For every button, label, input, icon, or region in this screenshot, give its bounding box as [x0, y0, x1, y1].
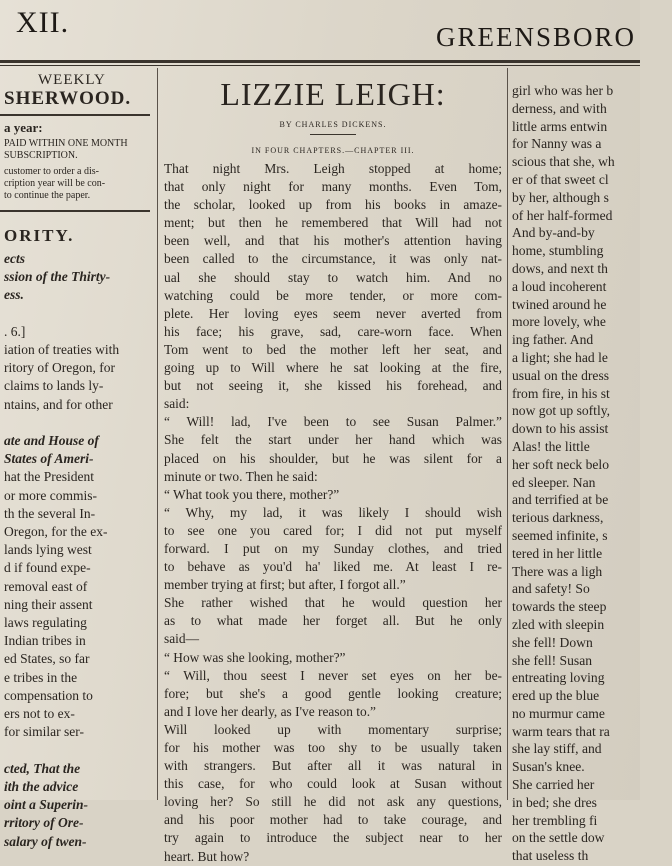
story-line: “ Will! lad, I've been to see Susan Palmer.” — [164, 414, 502, 430]
text-line: States of Ameri- — [4, 451, 94, 467]
story-line: She felt the start under her hand which was — [164, 432, 502, 448]
text-line: of her half-formed — [512, 207, 613, 223]
story-line: his face; his grave, sad, care-worn face. When — [164, 323, 502, 339]
text-line — [4, 741, 154, 759]
text-line: removal east of — [4, 578, 88, 594]
text-line: her trembling fi — [512, 812, 598, 828]
story-line: that only night for many months. Even Tom, — [164, 179, 502, 195]
text-line: e tribes in the — [4, 669, 78, 685]
story-line: with strangers. But after all it was natural in — [164, 758, 502, 774]
text-line: ects — [4, 251, 25, 266]
text-line: There was a ligh — [512, 563, 603, 579]
text-line: on the settle dow — [512, 830, 605, 846]
text-line: iation of treaties with — [4, 342, 120, 358]
text-line: cted, That the — [4, 760, 81, 776]
text-line: hat the President — [4, 469, 94, 485]
story-line: loving her? So still he did not ask any questions, — [164, 794, 502, 810]
story-line: “ Why, my lad, it was likely I should wish — [164, 504, 502, 520]
text-line: scious that she, wh — [512, 154, 615, 170]
text-line: more lovely, whe — [512, 314, 606, 330]
text-line: twined around he — [512, 296, 607, 312]
story-line: ual she should stay to watch him. And no — [164, 269, 502, 285]
terms-line: customer to order a dis- — [4, 166, 99, 177]
text-line: ing father. And — [512, 332, 594, 348]
text-line: entreating loving — [512, 670, 605, 686]
story-line: fore; but she's a good gentle looking creature; — [164, 685, 502, 701]
story-line: said— — [164, 631, 199, 647]
text-line: ssion of the Thirty- — [4, 269, 111, 285]
text-line: oint a Superin- — [4, 797, 89, 813]
publisher-name: SHERWOOD. — [4, 88, 132, 109]
text-line: little arms entwin — [512, 118, 608, 134]
section-heading: ORITY. — [4, 226, 75, 245]
story-line: “ What took you there, mother?” — [164, 486, 340, 502]
text-line: that useless th — [512, 848, 589, 864]
chapter-heading: IN FOUR CHAPTERS.—CHAPTER III. — [251, 146, 415, 155]
column-divider-left — [157, 68, 158, 800]
story-line: and his poor mother had to take courage, and — [164, 812, 502, 828]
text-line: salary of twen- — [4, 833, 87, 849]
story-line: said: — [164, 396, 190, 412]
text-line: tered in her little — [512, 545, 603, 561]
text-line: for Nanny was a — [512, 136, 602, 152]
story-line: Tom went to bed the mother left her seat, and — [164, 341, 502, 357]
text-line: ed sleeper. Nan — [512, 474, 596, 490]
text-line: she fell! Susan — [512, 652, 593, 668]
text-line: . 6.] — [4, 323, 26, 339]
text-line: she lay stiff, and — [512, 741, 602, 757]
story-line: but not seeing it, she kissed his forehead, and — [164, 378, 502, 394]
story-line: plete. Her loving eyes seem never averted from — [164, 305, 502, 321]
story-line: ment; but then he remembered that Will had not — [164, 215, 502, 231]
text-line: Alas! the little — [512, 438, 590, 454]
story-line: Will looked up with momentary surprise; — [164, 721, 502, 737]
left-text-block — [4, 250, 154, 851]
volume-number: XII. — [16, 6, 70, 39]
text-line: usual on the dress — [512, 367, 610, 383]
terms-heading: a year: — [4, 120, 43, 135]
story-line: “ Will, thou seest I never set eyes on her be- — [164, 667, 502, 683]
story-line: placed on his shoulder, but he was silent for a — [164, 450, 502, 466]
text-line: home, stumbling — [512, 243, 604, 259]
text-line: ered up the blue — [512, 688, 600, 704]
story-title: LIZZIE LEIGH: — [220, 76, 446, 112]
text-line: and terrified at be — [512, 492, 609, 508]
text-line: rritory of Ore- — [4, 815, 84, 831]
text-line: seemed infinite, s — [512, 527, 608, 543]
text-line: now got up softly, — [512, 403, 611, 419]
text-line: ed States, so far — [4, 651, 90, 667]
terms-line: to continue the paper. — [4, 190, 91, 201]
text-line: laws regulating — [4, 615, 87, 631]
text-line: and safety! So — [512, 581, 590, 597]
story-line: and I love her dearly, as I've reason to.” — [164, 703, 376, 719]
masthead-rule — [0, 60, 640, 63]
text-line: ers not to ex- — [4, 706, 75, 722]
text-line: She carried her — [512, 777, 595, 793]
story-line: watching could be more tender, or more com- — [164, 287, 502, 303]
story-byline: BY CHARLES DICKENS. — [279, 120, 387, 129]
text-line — [4, 305, 154, 323]
text-line: terious darkness, — [512, 510, 604, 526]
text-line: girl who was her b — [512, 83, 614, 98]
right-column — [510, 68, 640, 864]
story-line: for his mother was too shy to be usually taken — [164, 740, 502, 755]
story-line: to see one you cared for; I did not put myself — [164, 522, 502, 538]
text-line: for similar ser- — [4, 724, 84, 740]
story-line: “ How was she looking, mother?” — [164, 649, 346, 665]
terms-line: PAID WITHIN ONE MONTH — [4, 138, 128, 149]
text-line: ntains, and for other — [4, 396, 113, 412]
text-line: dows, and next th — [512, 260, 608, 276]
text-line: Indian tribes in — [4, 633, 86, 649]
text-line: lands lying west — [4, 542, 92, 558]
story-line: That night Mrs. Leigh stopped at home; — [164, 161, 502, 176]
text-line: compensation to — [4, 687, 93, 703]
text-line: ritory of Oregon, for — [4, 360, 115, 376]
story-body — [164, 160, 502, 866]
text-line: her soft neck belo — [512, 456, 610, 472]
text-line: no murmur came — [512, 705, 605, 721]
story-line: member trying at first; but after, I forgot all.” — [164, 577, 406, 593]
text-line: down to his assist — [512, 421, 609, 437]
story-line: heart. But how? — [164, 848, 250, 864]
text-line — [4, 414, 154, 432]
text-line: she fell! Down — [512, 634, 593, 650]
text-line: Susan's knee. — [512, 759, 585, 775]
story-line: this case, for who could look at Susan without — [164, 776, 502, 792]
story-line: minute or two. Then he said: — [164, 468, 318, 484]
text-line: claims to lands ly- — [4, 378, 104, 394]
text-line: And by-and-by — [512, 225, 595, 241]
column-divider-right — [507, 68, 508, 800]
text-line: th the several In- — [4, 505, 96, 521]
right-text-block — [512, 82, 672, 865]
story-line: to behave as you'd ha' liked me. At least I re- — [164, 559, 502, 575]
story-line: the scholar, looked up from his books in amaze- — [164, 197, 502, 213]
text-line: d if found expe- — [4, 560, 91, 576]
text-line: ess. — [4, 287, 24, 303]
newspaper-name: GREENSBORO — [436, 22, 637, 52]
text-line: er of that sweet cl — [512, 171, 609, 187]
story-line: try again to introduce the subject near to her — [164, 830, 502, 846]
text-line: ning their assent — [4, 596, 93, 612]
text-line: warm tears that ra — [512, 723, 610, 739]
text-line: ith the advice — [4, 778, 79, 794]
story-line: going up to Will where he sat looking at the fire, — [164, 360, 502, 376]
text-line: a light; she had le — [512, 349, 608, 365]
text-line: from fire, in his st — [512, 385, 610, 401]
story-line: She rather wished that he would question her — [164, 595, 502, 611]
byline-rule — [310, 134, 356, 135]
story-line: been called to the circumstance, it was only nat- — [164, 251, 502, 267]
left-rule — [0, 210, 150, 212]
text-line: by her, although s — [512, 189, 609, 205]
story-column — [160, 68, 506, 864]
terms-line: SUBSCRIPTION. — [4, 150, 78, 161]
text-line: ate and House of — [4, 433, 99, 449]
weekly-label: WEEKLY — [38, 72, 106, 88]
text-line: derness, and with — [512, 100, 607, 116]
text-line: Oregon, for the ex- — [4, 524, 108, 540]
story-line: as to what made her forget all. But he only — [164, 613, 502, 629]
left-rule — [0, 114, 150, 116]
text-line: zled with sleepin — [512, 616, 605, 632]
text-line: towards the steep — [512, 599, 607, 615]
story-line: been well, and that his mother's attention having — [164, 233, 502, 249]
story-line: forward. I put on my Sunday clothes, and tried — [164, 540, 502, 556]
text-line: in bed; she dres — [512, 794, 597, 810]
text-line: a loud incoherent — [512, 278, 607, 294]
masthead-rule-thin — [0, 65, 640, 66]
text-line: or more commis- — [4, 487, 97, 503]
left-column — [0, 68, 156, 849]
terms-line: cription year will be con- — [4, 178, 106, 189]
